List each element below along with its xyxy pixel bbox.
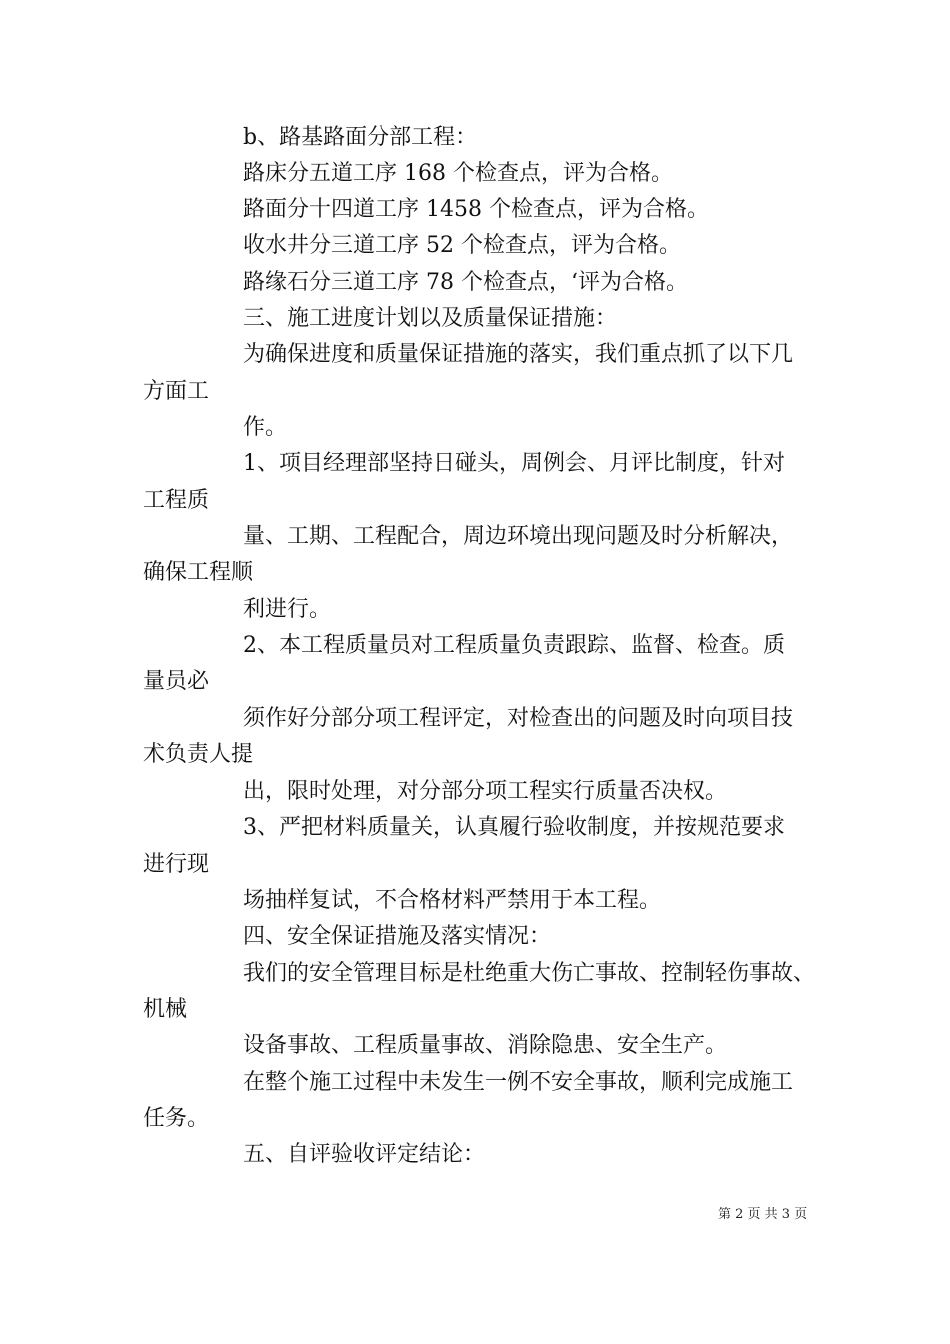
text-line: 2、本工程质量员对工程质量负责跟踪、监督、检查。质 — [243, 633, 785, 658]
section-heading: 四、安全保证措施及落实情况： — [243, 924, 552, 949]
text-line: 3、严把材料质量关，认真履行验收制度，并按规范要求 — [243, 815, 785, 840]
text-line: 路面分十四道工序 1458 个检查点，评为合格。 — [243, 197, 709, 222]
section-heading: 三、施工进度计划以及质量保证措施： — [243, 306, 618, 331]
text-line: 1、项目经理部坚持日碰头，周例会、月评比制度，针对 — [243, 451, 785, 476]
text-line: 作。 — [243, 415, 288, 440]
text-line: 出，限时处理，对分部分项工程实行质量否决权。 — [243, 779, 728, 804]
text-line: 术负责人提 — [143, 742, 254, 767]
text-line: 方面工 — [143, 379, 210, 404]
text-line: 路床分五道工序 168 个检查点，评为合格。 — [243, 161, 673, 186]
text-line: 机械 — [143, 997, 188, 1022]
text-line: 进行现 — [143, 852, 210, 877]
section-heading: 五、自评验收评定结论： — [243, 1142, 486, 1167]
text-line: 确保工程顺 — [143, 560, 254, 585]
text-line: 利进行。 — [243, 597, 332, 622]
text-line: 为确保进度和质量保证措施的落实，我们重点抓了以下几 — [243, 342, 794, 367]
text-line: 工程质 — [143, 488, 210, 513]
text-line: 任务。 — [143, 1106, 210, 1131]
text-line: 我们的安全管理目标是杜绝重大伤亡事故、控制轻伤事故、 — [243, 961, 816, 986]
page-number: 第 2 页 共 3 页 — [718, 1207, 808, 1222]
text-line: 设备事故、工程质量事故、消除隐患、安全生产。 — [243, 1033, 728, 1058]
text-line: 路缘石分三道工序 78 个检查点，‘评为合格。 — [243, 270, 688, 295]
text-line: 收水井分三道工序 52 个检查点，评为合格。 — [243, 233, 681, 258]
text-line: 场抽样复试，不合格材料严禁用于本工程。 — [243, 888, 662, 913]
text-line: b、路基路面分部工程： — [243, 125, 478, 150]
text-line: 在整个施工过程中未发生一例不安全事故，顺利完成施工 — [243, 1070, 794, 1095]
text-line: 须作好分部分项工程评定，对检查出的问题及时向项目技 — [243, 706, 794, 731]
text-line: 量、工期、工程配合，周边环境出现问题及时分析解决， — [243, 524, 794, 549]
text-line: 量员必 — [143, 669, 210, 694]
